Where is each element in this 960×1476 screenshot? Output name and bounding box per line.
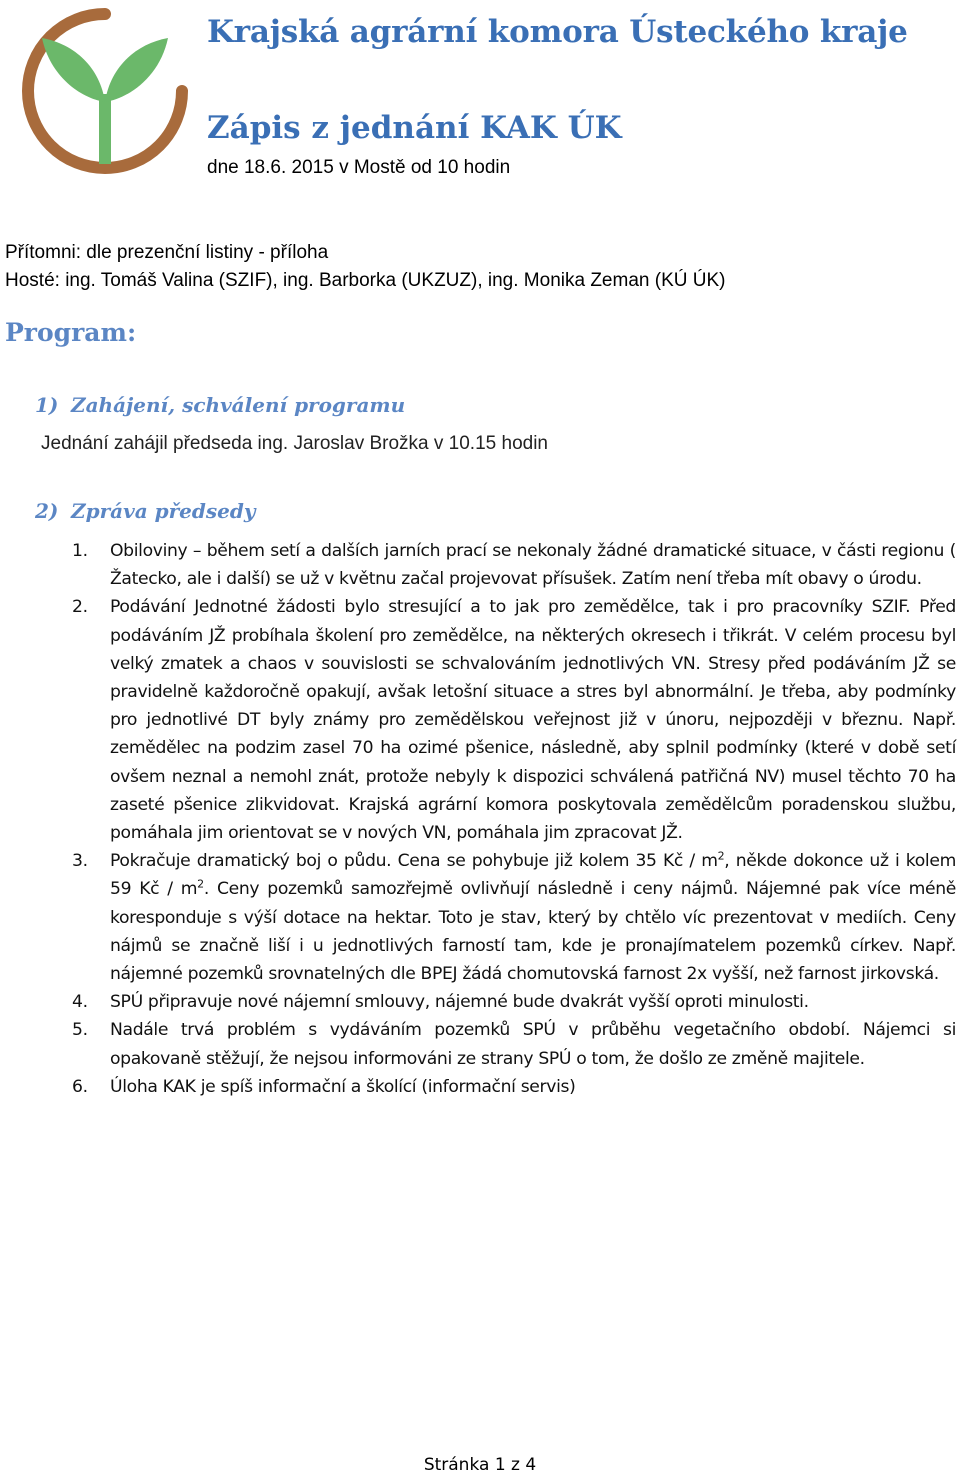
section-number: 1) <box>35 393 59 417</box>
page-number: Stránka 1 z 4 <box>423 1455 537 1475</box>
item-number: 2. <box>72 597 88 618</box>
item-number: 4. <box>72 992 88 1013</box>
section-opening-text: Jednání zahájil předseda ing. Jaroslav Brožka v 10.15 hodin <box>41 433 548 454</box>
item-text: Úloha KAK je spíš informační a školící (informační servis) <box>110 1076 576 1097</box>
item-text-part: , někde dokonce už i kolem 59 Kč / m <box>110 851 956 900</box>
item-text: Nadále trvá problém s vydáváním pozemků SPÚ v průběhu vegetačního období. Nájemci si opakovaně stěžují, že nejsou informováni ze strany SPÚ o tom, že došlo ze změně majitele. <box>110 1020 956 1069</box>
superscript: 2 <box>717 849 725 863</box>
attendance-present: Přítomni: dle prezenční listiny - příloha <box>5 242 329 263</box>
list-item <box>0 847 960 988</box>
organization-title: Krajská agrární komora Ústeckého kraje <box>207 14 908 50</box>
attendance-guests: Hosté: ing. Tomáš Valina (SZIF), ing. Barborka (UKZUZ), ing. Monika Zeman (KÚ ÚK) <box>5 270 726 291</box>
section-title: Zpráva předsedy <box>71 499 256 523</box>
section-number: 2) <box>35 499 59 523</box>
item-text-part: . Ceny pozemků samozřejmě ovlivňují následně i ceny nájmů. Nájemné pak více méně koresponduje s výší dotace na hektar. Toto je stav, který by chtělo víc prezentovat v mediích. Ceny nájmů se značně liší i u jednotlivých farností tam, kde je pronajímatelem pozemků církev. Např. nájemné pozemků srovnatelných dle BPEJ žádá chomutovská farnost 2x vyšší, než farnost jirkovská. <box>110 879 956 985</box>
item-number: 5. <box>72 1020 88 1041</box>
list-item <box>0 1016 960 1072</box>
item-text-part: Pokračuje dramatický boj o půdu. Cena se pohybuje již kolem 35 Kč / m <box>110 851 718 872</box>
report-items-list <box>0 537 960 1101</box>
superscript: 2 <box>197 877 204 891</box>
document-title: Zápis z jednání KAK ÚK <box>207 110 622 146</box>
list-item <box>0 1073 960 1101</box>
meeting-date: dne 18.6. 2015 v Mostě od 10 hodin <box>207 157 511 178</box>
item-text: SPÚ připravuje nové nájemní smlouvy, nájemné bude dvakrát vyšší oproti minulosti. <box>110 992 809 1013</box>
list-item <box>0 593 960 847</box>
list-item <box>0 537 960 593</box>
section-title: Zahájení, schválení programu <box>71 393 406 417</box>
item-text <box>110 851 956 984</box>
item-number: 1. <box>72 541 88 561</box>
item-text: Obiloviny – během setí a dalších jarních prací se nekonaly žádné dramatické situace, v části regionu ( Žatecko, ale i další) se už v květnu začal projevovat přísušek. Zatím není třeba mít obavy o úrodu. <box>110 541 956 590</box>
chamber-logo-icon <box>20 6 190 176</box>
item-number: 6. <box>72 1076 88 1097</box>
section-heading-chair-report <box>35 499 255 523</box>
item-number: 3. <box>72 851 88 872</box>
item-text: Podávání Jednotné žádosti bylo stresující a to jak pro zemědělce, tak i pro pracovníky SZIF. Před podáváním JŽ probíhala školení pro zemědělce, na některých okresech i třikrát. V celém procesu byl velký zmatek a chaos v souvislosti se schvalováním jednotlivých VN. Stresy před podáváním JŽ se pravidelně každoročně opakují, avšak letošní situace a stres byl abnormální. Je třeba, aby podmínky pro jednotlivé DT byly známy pro zemědělskou veřejnost již v únoru, nejpozději v březnu. Např. zemědělec na podzim zasel 70 ha ozimé pšenice, následně, aby splnil podmínky (které v době setí ovšem neznal a nemohl znát, protože nebyly k dispozici schválená patřičná NV) musel těchto 70 ha zaseté pšenice zlikvidovat. Krajská agrární komora poskytovala zemědělcům poradenskou službu, pomáhala jim orientovat se v nových VN, pomáhala jim zpracovat JŽ. <box>110 597 956 844</box>
section-heading-opening <box>35 393 405 417</box>
program-heading: Program: <box>5 318 137 347</box>
list-item <box>0 988 960 1016</box>
